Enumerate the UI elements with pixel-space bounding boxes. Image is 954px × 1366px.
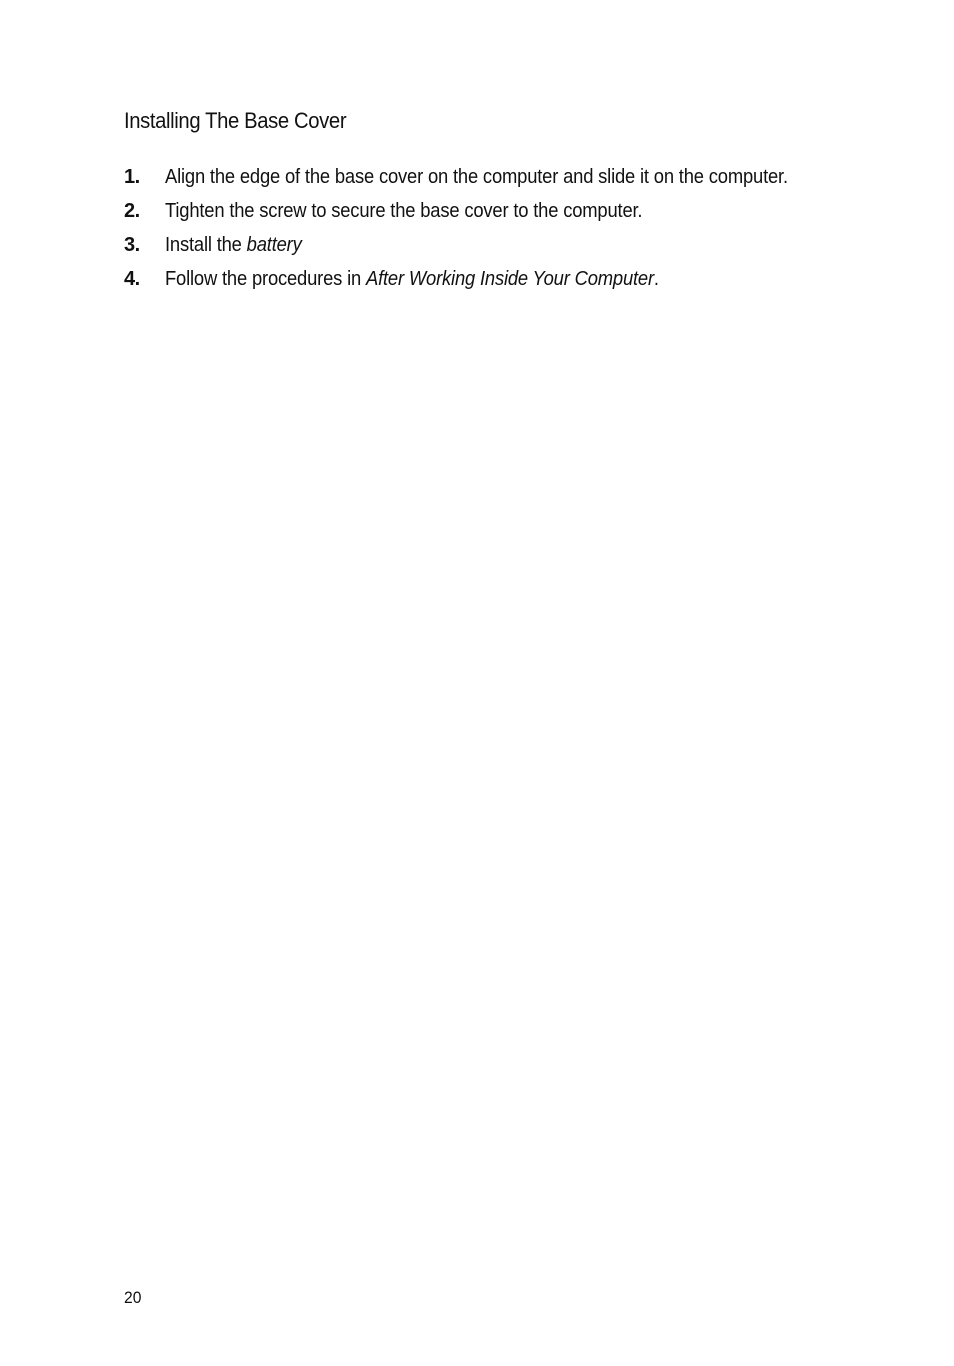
step-number: 3. [124, 234, 140, 256]
step-text [165, 266, 820, 293]
step-text-before: Install the [165, 234, 247, 256]
step-text-after: . [653, 268, 659, 290]
after-working-inside-link[interactable]: After Working Inside Your Computer [365, 268, 654, 290]
list-item-step-2 [124, 198, 824, 225]
step-text: Align the edge of the base cover on the computer and slide it on the computer. [165, 166, 788, 188]
list-item-step-1 [124, 164, 824, 191]
step-number: 2. [124, 200, 140, 222]
step-text: Tighten the screw to secure the base cover to the computer. [165, 200, 643, 222]
step-number: 1. [124, 166, 140, 188]
page-number: 20 [124, 1288, 142, 1307]
step-text-before: Follow the procedures in [165, 268, 366, 290]
section-heading: Installing The Base Cover [124, 108, 347, 133]
list-item-step-3 [124, 232, 824, 259]
installation-steps-list [124, 164, 824, 300]
step-number: 4. [124, 268, 140, 290]
step-text [165, 232, 820, 259]
list-item-step-4 [124, 266, 824, 293]
battery-link[interactable]: battery [246, 234, 302, 256]
